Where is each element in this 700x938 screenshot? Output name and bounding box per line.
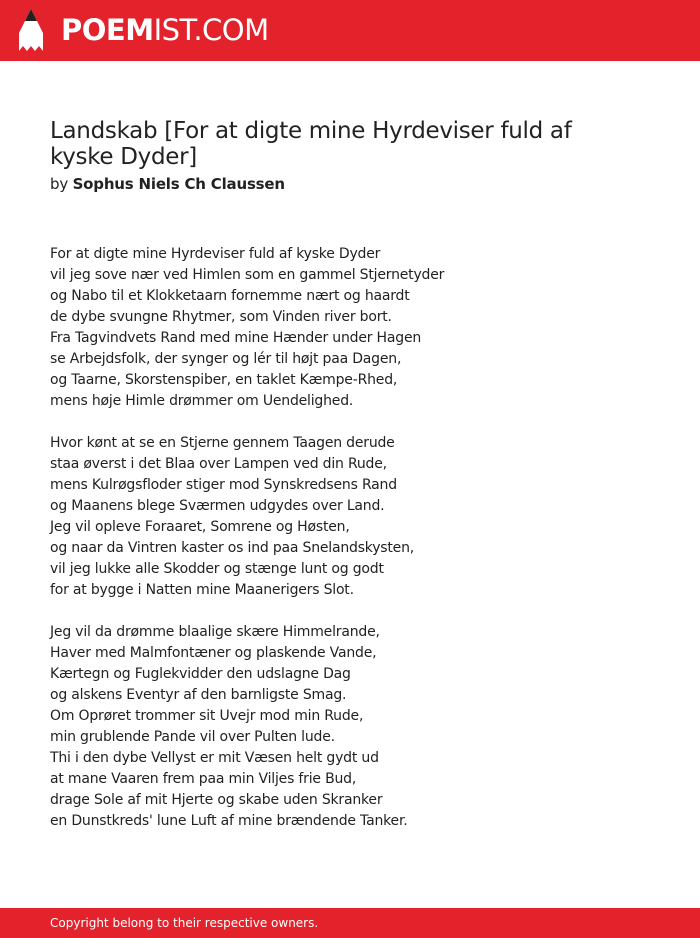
poem-line: og Maanens blege Sværmen udgydes over Land.	[50, 498, 385, 514]
author-name: Sophus Niels Ch Claussen	[72, 175, 285, 193]
poem-line: at mane Vaaren frem paa min Viljes frie Bud,	[50, 771, 357, 787]
poem-line: en Dunstkreds' lune Luft af mine brændende Tanker.	[50, 813, 408, 829]
poem-line: og alskens Eventyr af den barnligste Smag.	[50, 687, 347, 703]
poem-line: Kærtegn og Fuglekvidder den udslagne Dag	[50, 666, 351, 682]
poem-line: mens Kulrøgsfloder stiger mod Synskredsens Rand	[50, 477, 397, 493]
poem-line: Thi i den dybe Vellyst er mit Væsen helt gydt ud	[50, 750, 379, 766]
site-logo[interactable]	[61, 13, 269, 47]
poem-line: Fra Tagvindvets Rand med mine Hænder under Hagen	[50, 330, 422, 346]
poem-line: for at bygge i Natten mine Maanerigers Slot.	[50, 582, 354, 598]
poem-title: Landskab [For at digte mine Hyrdeviser fuld af kyske Dyder]	[50, 118, 572, 170]
logo-text-bold: POEM	[61, 13, 154, 47]
poem-line: vil jeg lukke alle Skodder og stænge lunt og godt	[50, 561, 384, 577]
poem-line: staa øverst i det Blaa over Lampen ved din Rude,	[50, 456, 387, 472]
poem-line: Jeg vil da drømme blaalige skære Himmelrande,	[50, 624, 380, 640]
poem-stanza	[50, 433, 650, 601]
poem-line: vil jeg sove nær ved Himlen som en gammel Stjernetyder	[50, 267, 445, 283]
site-footer	[0, 908, 700, 938]
poem-line: Om Oprøret trommer sit Uvejr mod min Rude,	[50, 708, 364, 724]
poem-line: mens høje Himle drømmer om Uendelighed.	[50, 393, 354, 409]
poem-line: de dybe svungne Rhytmer, som Vinden river bort.	[50, 309, 392, 325]
poem-body	[50, 244, 650, 853]
poem-line: Hvor kønt at se en Stjerne gennem Taagen derude	[50, 435, 395, 451]
by-label: by	[50, 175, 68, 193]
poem-byline	[50, 174, 285, 194]
poem-line: min grublende Pande vil over Pulten lude.	[50, 729, 335, 745]
poem-line: og Nabo til et Klokketaarn fornemme nært og haardt	[50, 288, 410, 304]
poem-stanza	[50, 244, 650, 412]
poem-line: og Taarne, Skorstenspiber, en taklet Kæmpe-Rhed,	[50, 372, 398, 388]
poem-stanza	[50, 622, 650, 832]
poem-line: drage Sole af mit Hjerte og skabe uden Skranker	[50, 792, 383, 808]
poem-line: og naar da Vintren kaster os ind paa Snelandskysten,	[50, 540, 415, 556]
poem-line: For at digte mine Hyrdeviser fuld af kyske Dyder	[50, 246, 381, 262]
poem-line: Jeg vil opleve Foraaret, Somrene og Høsten,	[50, 519, 350, 535]
pencil-tip-icon[interactable]	[18, 9, 44, 51]
poem-line: se Arbejdsfolk, der synger og lér til højt paa Dagen,	[50, 351, 402, 367]
site-header	[0, 0, 700, 61]
poem-line: Haver med Malmfontæner og plaskende Vande,	[50, 645, 377, 661]
logo-text-light: IST.COM	[153, 13, 269, 47]
copyright-text: Copyright belong to their respective owners.	[50, 916, 319, 930]
